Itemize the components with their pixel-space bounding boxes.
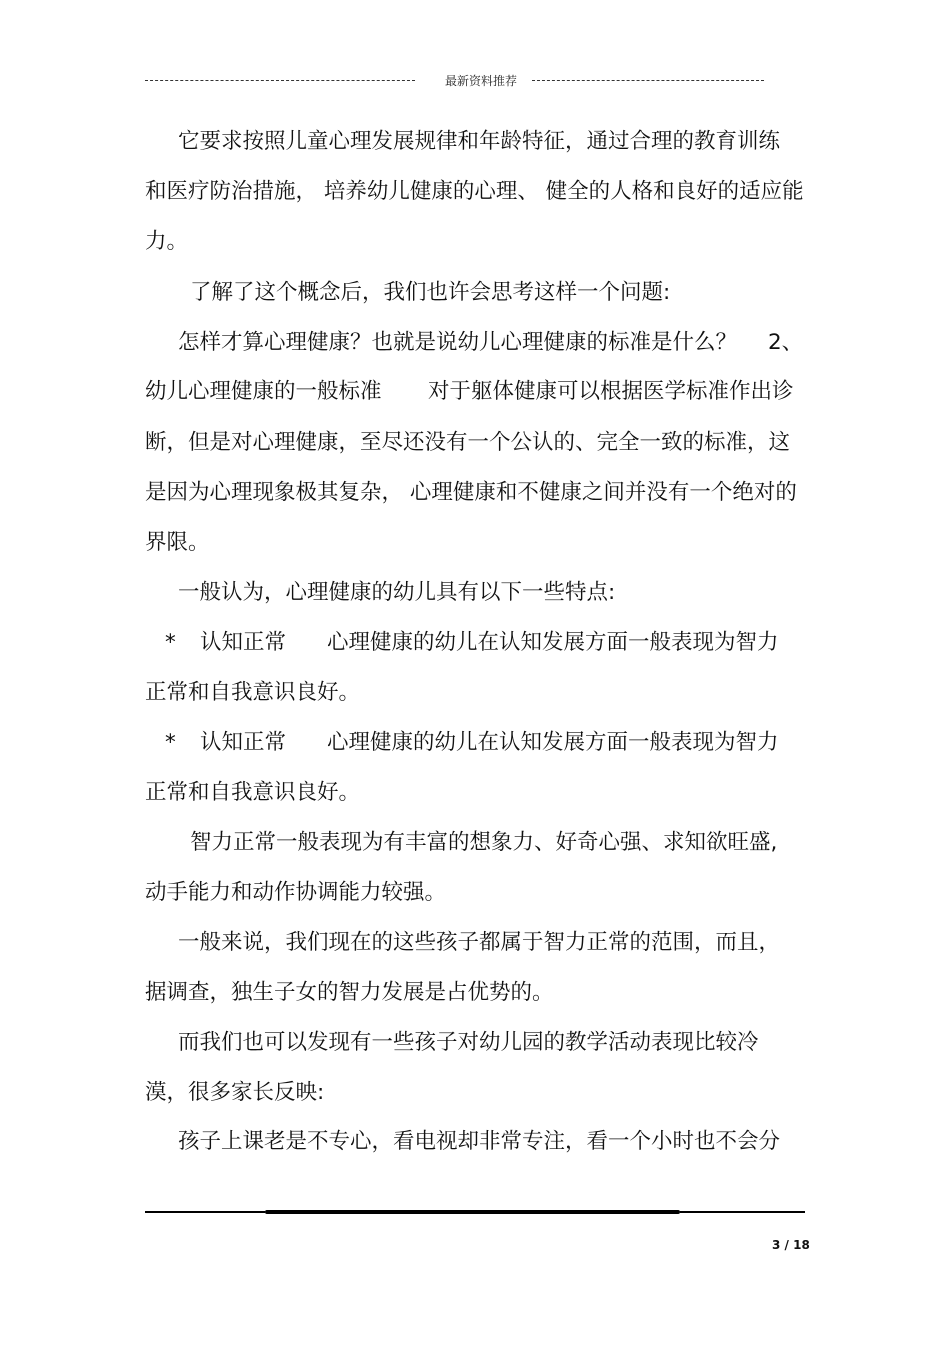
body-line-7: 断，但是对心理健康，至尽还没有一个公认的、完全一致的标准，这 xyxy=(145,430,791,455)
body-line-11: 正常和自我意识良好。 xyxy=(145,680,361,705)
body-line-10: 一般认为，心理健康的幼儿具有以下一些特点: xyxy=(178,580,616,605)
body-line-15: 一般来说，我们现在的这些孩子都属于智力正常的范围，而且， xyxy=(178,930,781,955)
body-line-17: 而我们也可以发现有一些孩子对幼儿园的教学活动表现比较冷 xyxy=(178,1030,759,1055)
body-line-1: 它要求按照儿童心理发展规律和年龄特征，通过合理的教育训练 xyxy=(178,129,781,154)
bullet-marker-1: * xyxy=(165,630,176,655)
body-line-5: 怎样才算心理健康？也就是说幼儿心理健康的标准是什么？ xyxy=(178,330,738,355)
footer-rule-right xyxy=(680,1211,805,1213)
body-line-6: 对于躯体健康可以根据医学标准作出诊 xyxy=(428,379,794,404)
body-line-3: 力。 xyxy=(145,229,189,254)
body-line-19: 孩子上课老是不专心，看电视却非常专注，看一个小时也不会分 xyxy=(178,1129,781,1154)
bullet-text-1: 心理健康的幼儿在认知发展方面一般表现为智力 xyxy=(327,630,779,655)
body-line-9: 界限。 xyxy=(145,530,210,555)
page-number: 3 / 18 xyxy=(772,1238,810,1252)
header-title: 最新资料推荐 xyxy=(445,74,518,88)
header-left-dashes xyxy=(145,80,415,81)
body-line-13: 智力正常一般表现为有丰富的想象力、好奇心强、求知欲旺盛, xyxy=(190,830,778,855)
bullet-marker-2: * xyxy=(165,730,176,755)
body-line-4: 了解了这个概念后，我们也许会思考这样一个问题: xyxy=(190,280,671,305)
bullet-label-1: 认知正常 xyxy=(200,630,287,655)
body-line-16: 据调查，独生子女的智力发展是占优势的。 xyxy=(145,980,554,1005)
body-line-14: 动手能力和动作协调能力较强。 xyxy=(145,880,447,905)
section-number: 2、 xyxy=(768,330,804,355)
header-right-dashes xyxy=(532,80,764,81)
body-line-8: 是因为心理现象极其复杂， 心理健康和不健康之间并没有一个绝对的 xyxy=(145,480,797,505)
body-line-12: 正常和自我意识良好。 xyxy=(145,780,361,805)
body-line-2: 和医疗防治措施， 培养幼儿健康的心理、 健全的人格和良好的适应能 xyxy=(145,179,804,204)
body-line-18: 漠，很多家长反映: xyxy=(145,1080,325,1105)
bullet-label-2: 认知正常 xyxy=(200,730,287,755)
bullet-text-2: 心理健康的幼儿在认知发展方面一般表现为智力 xyxy=(327,730,779,755)
section-heading: 幼儿心理健康的一般标准 xyxy=(145,379,382,404)
footer-rule xyxy=(265,1210,680,1214)
footer-rule-left xyxy=(145,1211,265,1213)
